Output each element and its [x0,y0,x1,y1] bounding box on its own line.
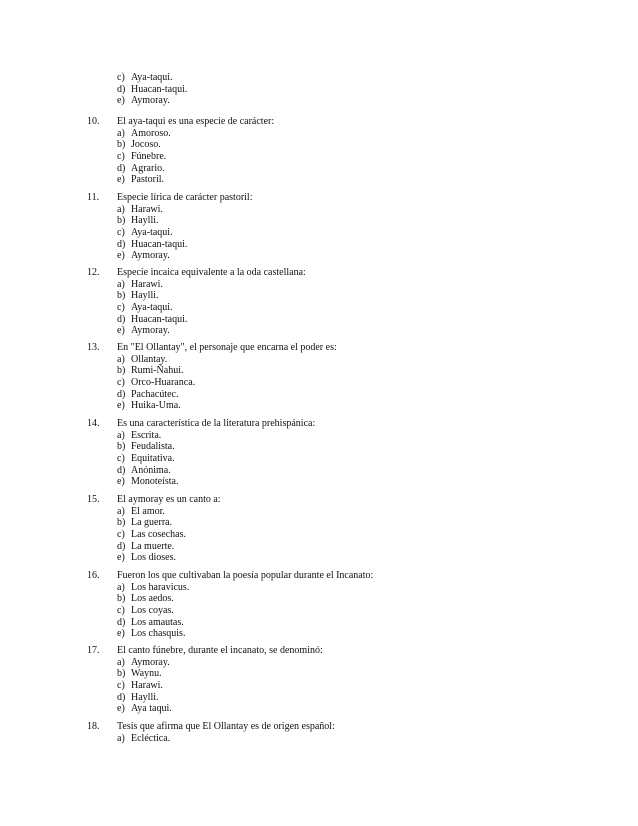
question-line [0,116,638,128]
option-letter: a) [117,127,125,139]
option-line [0,239,638,251]
option-line [0,692,638,704]
option-line [0,476,638,488]
option-letter: e) [117,250,125,262]
question-text: Especie incaica equivalente a la oda castellana: [117,267,306,278]
option-text: Aymoray. [131,325,170,337]
option-text: Aymoray. [131,95,170,107]
option-letter: b) [117,139,126,151]
option-letter: b) [117,517,126,529]
option-line [0,529,638,541]
option-line [0,279,638,291]
option-line [0,668,638,680]
lead-options [0,72,638,107]
option-text: Rumi-Ñahui. [131,365,184,377]
option-text: Los dioses. [131,552,176,564]
option-line [0,465,638,477]
option-line [0,215,638,227]
question-line [0,267,638,279]
option-line [0,163,638,175]
option-text: Harawi. [131,203,163,215]
question-text: Especie lírica de carácter pastoril: [117,192,253,203]
question-number: 18. [87,721,100,732]
option-text: Anónima. [131,464,171,476]
question-line [0,494,638,506]
option-letter: a) [117,278,125,290]
option-letter: d) [117,540,126,552]
option-text: Huacan-taqui. [131,238,188,250]
option-line [0,680,638,692]
option-line [0,733,638,745]
question-text: Fueron los que cultivaban la poesía popular durante el Incanato: [117,570,374,581]
option-letter: c) [117,151,125,163]
option-text: Los haravicus. [131,581,190,593]
question-18 [0,721,638,744]
option-text: Ollantay. [131,353,168,365]
option-letter: d) [117,313,126,325]
option-letter: e) [117,628,125,640]
option-line [0,128,638,140]
option-letter: b) [117,441,126,453]
option-line [0,582,638,594]
option-line [0,72,638,84]
option-line [0,95,638,107]
option-letter: c) [117,529,125,541]
option-letter: b) [117,290,126,302]
option-letter: a) [117,581,125,593]
question-16 [0,570,638,640]
option-line [0,657,638,669]
option-line [0,400,638,412]
option-letter: b) [117,668,126,680]
option-line [0,628,638,640]
option-text: Agrario. [131,162,165,174]
option-line [0,441,638,453]
option-line [0,365,638,377]
option-text: Jocoso. [131,139,161,151]
option-text: Aya-taqui. [131,227,173,239]
option-letter: b) [117,593,126,605]
option-line [0,453,638,465]
option-line [0,506,638,518]
option-letter: e) [117,703,125,715]
option-line [0,517,638,529]
option-text: La guerra. [131,517,173,529]
option-letter: e) [117,174,125,186]
option-text: Pachacútec. [131,388,179,400]
option-letter: d) [117,83,126,95]
question-text: El aymoray es un canto a: [117,494,221,505]
question-number: 13. [87,342,100,353]
question-number: 12. [87,267,100,278]
option-text: Aymoray. [131,250,170,262]
option-letter: e) [117,95,125,107]
option-line [0,389,638,401]
option-line [0,325,638,337]
question-number: 10. [87,116,100,127]
question-number: 14. [87,418,100,429]
option-text: Huika-Uma. [131,400,181,412]
option-text: Los amautas. [131,616,184,628]
option-line [0,314,638,326]
option-letter: d) [117,691,126,703]
option-line [0,250,638,262]
option-text: Los coyas. [131,605,174,617]
option-text: Monoteísta. [131,476,179,488]
option-line [0,151,638,163]
option-letter: d) [117,464,126,476]
option-letter: c) [117,72,125,83]
option-line [0,593,638,605]
question-text: El aya-taqui es una especie de carácter: [117,116,275,127]
option-letter: e) [117,325,125,337]
question-text: El canto fúnebre, durante el incanato, se denominó: [117,645,323,656]
option-line [0,84,638,96]
option-text: Fúnebre. [131,151,167,163]
option-text: Las cosechas. [131,529,186,541]
option-text: El amor. [131,505,165,517]
option-text: Waynu. [131,668,162,680]
question-17 [0,645,638,715]
option-text: Ecléctica. [131,732,171,744]
question-10 [0,116,638,186]
question-14 [0,418,638,488]
question-number: 11. [87,192,100,203]
option-line [0,302,638,314]
option-text: Los aedos. [131,593,174,605]
question-line [0,570,638,582]
option-letter: a) [117,505,125,517]
option-text: Haylli. [131,691,159,703]
option-line [0,541,638,553]
option-line [0,227,638,239]
option-line [0,617,638,629]
option-letter: a) [117,353,125,365]
option-line [0,703,638,715]
option-line [0,605,638,617]
option-text: Escrita. [131,429,162,441]
option-letter: c) [117,605,125,617]
option-text: La muerte. [131,540,175,552]
question-number: 16. [87,570,100,581]
option-letter: c) [117,227,125,239]
option-letter: d) [117,616,126,628]
option-text: Harawi. [131,680,163,692]
question-15 [0,494,638,564]
option-text: Pastoril. [131,174,165,186]
option-text: Orco-Huaranca. [131,377,196,389]
option-text: Aya taqui. [131,703,172,715]
option-line [0,290,638,302]
option-text: Huacan-taqui. [131,313,188,325]
question-12 [0,267,638,337]
option-letter: e) [117,400,125,412]
question-11 [0,192,638,262]
option-letter: c) [117,453,125,465]
option-letter: b) [117,215,126,227]
option-line [0,139,638,151]
option-line [0,377,638,389]
question-line [0,418,638,430]
option-line [0,430,638,442]
option-letter: d) [117,388,126,400]
option-text: Los chasquis. [131,628,186,640]
option-text: Harawi. [131,278,163,290]
option-text: Haylli. [131,215,159,227]
option-letter: a) [117,203,125,215]
question-line [0,721,638,733]
question-line [0,192,638,204]
question-text: En "El Ollantay", el personaje que encarna el poder es: [117,342,337,353]
option-letter: e) [117,476,125,488]
option-letter: a) [117,656,125,668]
question-number: 17. [87,645,100,656]
option-line [0,354,638,366]
question-text: Es una característica de la literatura prehispánica: [117,418,316,429]
option-text: Aya-taqui. [131,302,173,314]
option-text: Equitativa. [131,453,175,465]
option-text: Aymoray. [131,656,170,668]
option-line [0,204,638,216]
option-text: Feudalista. [131,441,175,453]
question-number: 15. [87,494,100,505]
option-letter: a) [117,732,125,744]
option-line [0,174,638,186]
option-line [0,552,638,564]
question-13 [0,342,638,412]
option-text: Amoroso. [131,127,171,139]
option-text: Huacan-taqui. [131,83,188,95]
option-letter: d) [117,162,126,174]
option-letter: c) [117,680,125,692]
option-letter: c) [117,302,125,314]
question-line [0,645,638,657]
option-letter: b) [117,365,126,377]
option-letter: d) [117,238,126,250]
option-letter: c) [117,377,125,389]
question-text: Tesis que afirma que El Ollantay es de origen español: [117,721,335,732]
question-line [0,342,638,354]
option-letter: e) [117,552,125,564]
option-letter: a) [117,429,125,441]
option-text: Aya-taqui. [131,72,173,83]
option-text: Haylli. [131,290,159,302]
